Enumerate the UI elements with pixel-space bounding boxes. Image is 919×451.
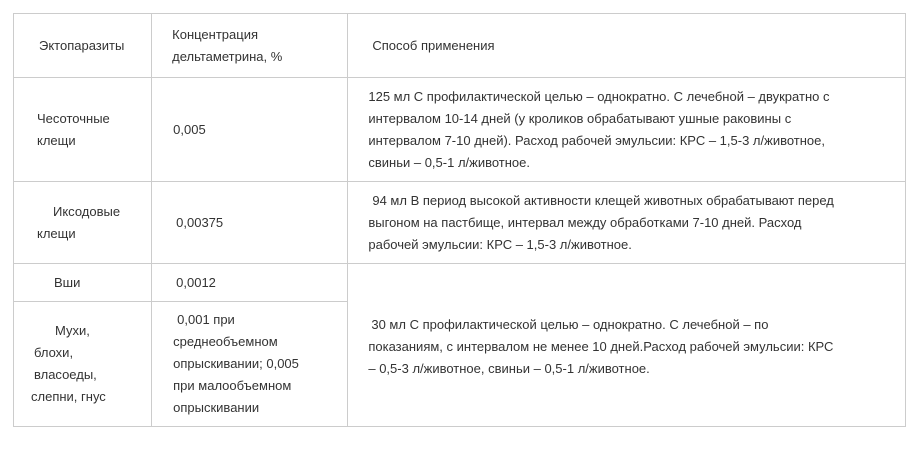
parasite-name-line: слепни, гнус [31, 389, 106, 404]
header-cell-concentration [152, 14, 348, 78]
table-header-row [14, 14, 906, 78]
method-cell [348, 182, 906, 264]
concentration-value: 0,0012 [176, 274, 216, 290]
header-method: Способ применения [372, 37, 495, 53]
method-line: показаниям, с интервалом не менее 10 дней.Расход рабочей эмульсии: КРС [368, 339, 834, 354]
parasite-name-line: Мухи, [55, 323, 90, 338]
parasite-cell [14, 182, 152, 264]
concentration-line: 0,001 при [177, 312, 235, 327]
concentration-value: 0,005 [173, 121, 206, 137]
concentration-line: при малообъемном [173, 378, 292, 393]
concentration-value: 0,00375 [176, 214, 224, 230]
method-line: свиньи – 0,5-1 л/животное. [368, 154, 531, 170]
concentration-cell [152, 78, 348, 182]
concentration-line: опрыскивании; 0,005 [173, 356, 299, 371]
parasite-name-line2: клещи [37, 225, 76, 241]
table-row [14, 182, 906, 264]
parasite-name-line2: клещи [37, 132, 76, 148]
method-line: – 0,5-3 л/животное, свиньи – 0,5-1 л/животное. [368, 361, 650, 376]
header-concentration-line1: Концентрация [172, 26, 258, 42]
concentration-cell [152, 302, 348, 427]
parasite-name: Вши [54, 274, 81, 290]
concentration-cell [152, 264, 348, 302]
method-line: интервалом 10-14 дней (у кроликов обрабатывают ушные раковины с [368, 110, 792, 126]
parasite-cell [14, 302, 152, 427]
parasite-name-line1: Иксодовые [53, 203, 121, 219]
header-cell-parasites [14, 14, 152, 78]
parasite-name-line1: Чесоточные [37, 110, 110, 126]
method-cell [348, 78, 906, 182]
table-row [14, 264, 906, 302]
parasite-cell [14, 78, 152, 182]
table-row [14, 78, 906, 182]
method-line: рабочей эмульсии: КРС – 1,5-3 л/животное. [368, 236, 632, 252]
method-cell-shared [348, 264, 906, 427]
concentration-line: среднеобъемном [173, 334, 278, 349]
method-line: выгоном на пастбище, интервал между обработками 7-10 дней. Расход [368, 214, 802, 230]
method-line: 125 мл С профилактической целью – однократно. С лечебной – двукратно с [368, 88, 830, 104]
method-line: 30 мл С профилактической целью – однократно. С лечебной – по [371, 317, 769, 332]
ectoparasite-treatment-table [13, 13, 906, 427]
concentration-line: опрыскивании [173, 400, 260, 415]
parasite-cell [14, 264, 152, 302]
header-concentration-line2: дельтаметрина, % [172, 48, 283, 64]
header-cell-method [348, 14, 906, 78]
method-line: интервалом 7-10 дней). Расход рабочей эмульсии: КРС – 1,5-3 л/животное, [368, 132, 825, 148]
concentration-cell [152, 182, 348, 264]
parasite-name-line: блохи, [34, 345, 74, 360]
method-line: 94 мл В период высокой активности клещей животных обрабатывают перед [372, 192, 834, 208]
parasite-name-line: власоеды, [34, 367, 97, 382]
header-parasites: Эктопаразиты [39, 37, 125, 53]
